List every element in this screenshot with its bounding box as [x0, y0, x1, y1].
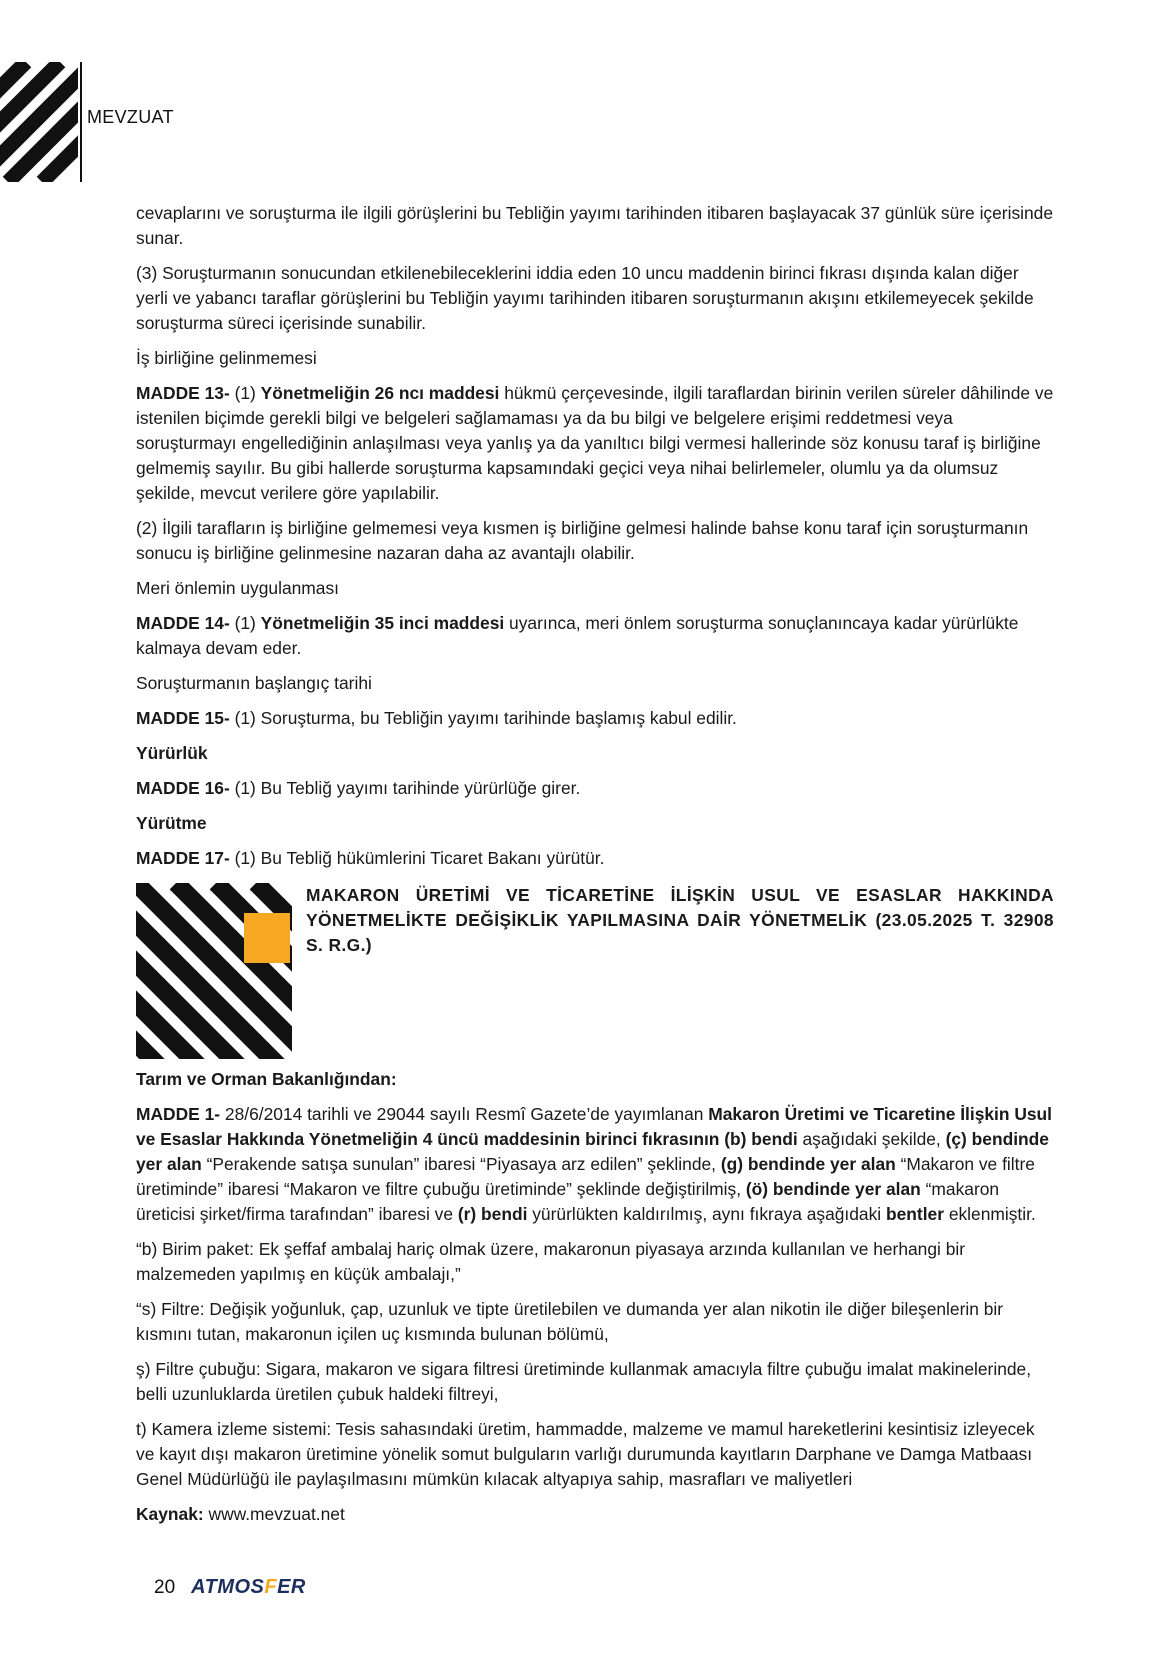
definition-t: t) Kamera izleme sistemi: Tesis sahasındaki üretim, hammadde, malzeme ve mamul hareketlerini kesintisiz izleyecek ve kayıt dışı makaron üretimine yönelik somut bulguların varlığı durumunda kayıtların Darphane ve Damga Matbaası Genel Müdürlüğü ile paylaşılmasını mümkün kılacak altyapıya sahip, masrafları ve maliyetleri	[136, 1419, 1035, 1489]
madde-1: MADDE 1- 28/6/2014 tarihli ve 29044 sayılı Resmî Gazete’de yayımlanan Makaron Üretimi ve Ticaretine İlişkin Usul ve Esaslar Hakkında Yönetmeliğin 4 üncü maddesinin birinci fıkrasının (b) bendi aşağıdaki şekilde, (ç) bendinde yer alan “Perakende satışa sunulan” ibaresi “Piyasaya arz edilen” şeklinde, (g) bendinde yer alan “Makaron ve filtre üretiminde” ibaresi “Makaron ve filtre çubuğu üretiminde” şeklinde değiştirilmiş, (ö) bendinde yer alan “makaron üreticisi şirket/firma tarafından” ibaresi ve (r) bendi yürürlükten kaldırılmış, aynı fıkraya aşağıdaki bentler eklenmiştir.	[136, 1104, 1053, 1224]
subheading: Meri önlemin uygulanması	[136, 578, 339, 598]
madde-16: MADDE 16- (1) Bu Tebliğ yayımı tarihinde yürürlüğe girer.	[136, 778, 581, 798]
subheading: Soruşturmanın başlangıç tarihi	[136, 673, 372, 693]
ministry-heading: Tarım ve Orman Bakanlığından:	[136, 1069, 397, 1089]
madde-15: MADDE 15- (1) Soruşturma, bu Tebliğin yayımı tarihinde başlamış kabul edilir.	[136, 708, 737, 728]
section-label: MEVZUAT	[87, 107, 174, 127]
header-divider	[80, 62, 82, 182]
corner-stripes-graphic	[0, 62, 78, 182]
madde-17: MADDE 17- (1) Bu Tebliğ hükümlerini Ticaret Bakanı yürütür.	[136, 848, 605, 868]
madde-13-paragraph-2: (2) İlgili tarafların iş birliğine gelmemesi veya kısmen iş birliğine gelmesi halinde bahse konu taraf için soruşturmanın sonucu iş birliğine gelinmesine nazaran daha az avantajlı olabilir.	[136, 518, 1029, 563]
subheading: İş birliğine gelinmemesi	[136, 348, 317, 368]
subheading-bold: Yürütme	[136, 813, 207, 833]
regulation-banner	[136, 883, 1054, 1059]
page-number: 20	[154, 1576, 176, 1598]
banner-stripes-graphic	[136, 883, 292, 1059]
paragraph: (3) Soruşturmanın sonucundan etkilenebileceklerini iddia eden 10 uncu maddenin birinci fıkrası dışında kalan diğer yerli ve yabancı taraflar görüşlerini bu Tebliğin yayımı tarihinden itibaren soruşturmanın akışını etkilemeyecek şekilde soruşturma süreci içerisinde sunabilir.	[136, 263, 1034, 333]
subheading-bold: Yürürlük	[136, 743, 208, 763]
page-footer	[154, 1576, 306, 1599]
madde-14: MADDE 14- (1) Yönetmeliğin 35 inci maddesi uyarınca, meri önlem soruşturma sonuçlanıncaya kadar yürürlükte kalmaya devam eder.	[136, 613, 1019, 658]
article-body	[136, 201, 1054, 1537]
banner-accent-square	[244, 913, 290, 963]
definition-b: “b) Birim paket: Ek şeffaf ambalaj hariç olmak üzere, makaronun piyasaya arzında kullanılan ve herhangi bir malzemeden yapılmış en küçük ambalajı,”	[136, 1239, 966, 1284]
banner-title: MAKARON ÜRETİMİ VE TİCARETİNE İLİŞKİN USUL VE ESASLAR HAKKINDA YÖNETMELİKTE DEĞİŞİKLİK YAPILMASINA DAİR YÖNETMELİK (23.05.2025 T. 32908 S. R.G.)	[306, 885, 1054, 955]
madde-13: MADDE 13- (1) Yönetmeliğin 26 ncı maddesi hükmü çerçevesinde, ilgili taraflardan birinin verilen süreler dâhilinde ve istenilen biçimde gerekli bilgi ve belgeleri sağlamaması ya da bu bilgi ve belgelere erişimi reddetmesi veya soruşturmayı engellediğinin anlaşılması veya yanlış ya da yanıltıcı bilgi vermesi hallerinde söz konusu taraf iş birliğine gelmemiş sayılır. Bu gibi hallerde soruşturma kapsamındaki geçici veya nihai belirlemeler, olumlu ya da olumsuz şekilde, mevcut verilere göre yapılabilir.	[136, 383, 1054, 503]
source-line: Kaynak: www.mevzuat.net	[136, 1504, 345, 1524]
paragraph: cevaplarını ve soruşturma ile ilgili görüşlerini bu Tebliğin yayımı tarihinden itibaren başlayacak 37 günlük süre içerisinde sunar.	[136, 203, 1054, 248]
source-link[interactable]: www.mevzuat.net	[203, 1504, 345, 1524]
atmosfer-logo: ATMOSFER	[191, 1576, 306, 1598]
definition-sh: ş) Filtre çubuğu: Sigara, makaron ve sigara filtresi üretiminde kullanmak amacıyla filtre çubuğu imalat makinelerinde, belli uzunluklarda üretilen çubuk haldeki filtreyi,	[136, 1359, 1032, 1404]
definition-s: “s) Filtre: Değişik yoğunluk, çap, uzunluk ve tipte üretilebilen ve dumanda yer alan nikotin ile diğer bileşenlerin bir kısmını tutan, makaronun içilen uç kısmında bulunan bölümü,	[136, 1299, 1004, 1344]
